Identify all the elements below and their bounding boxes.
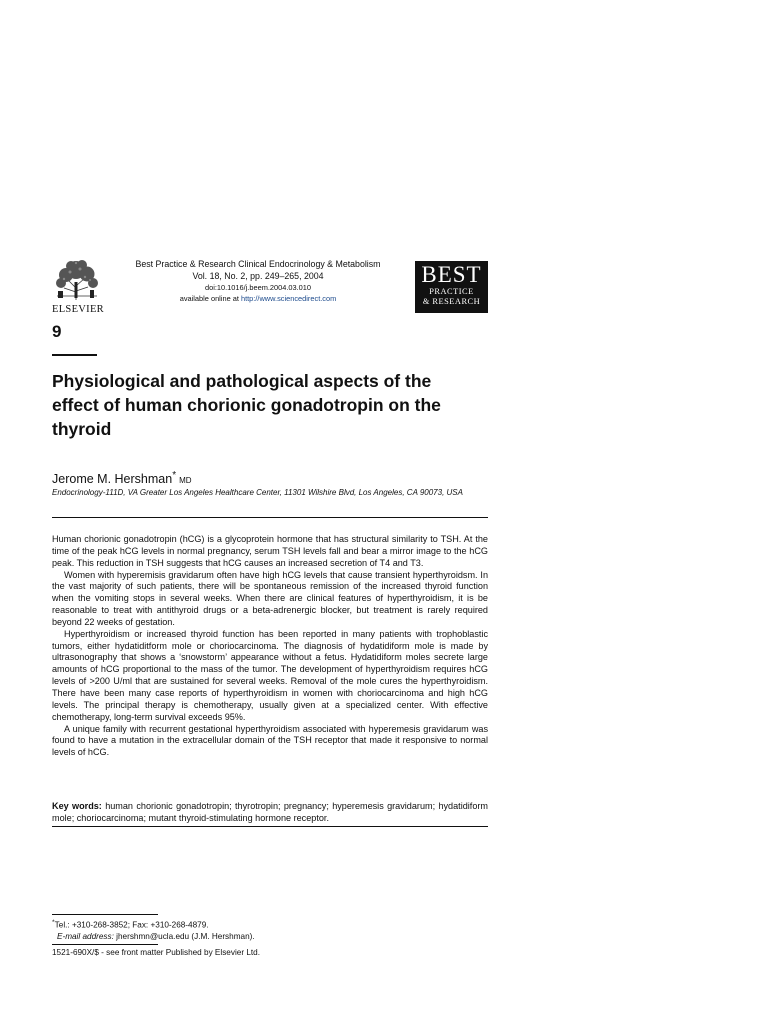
- brand-line-1: BEST: [421, 262, 482, 287]
- email-address[interactable]: jhershmn@ucla.edu (J.M. Hershman).: [116, 931, 255, 941]
- journal-name: Best Practice & Research Clinical Endocrinology & Metabolism: [135, 259, 381, 269]
- keywords: [52, 800, 488, 824]
- publisher-name: ELSEVIER: [52, 304, 104, 315]
- elsevier-tree-icon: [52, 258, 102, 302]
- sciencedirect-link[interactable]: http://www.sciencedirect.com: [240, 294, 337, 303]
- journal-doi: doi:10.1016/j.beem.2004.03.010: [204, 283, 312, 292]
- elsevier-logo: [52, 258, 102, 315]
- keywords-label: Key words:: [52, 801, 102, 811]
- abstract-bottom-rule: [52, 826, 488, 827]
- journal-volume: Vol. 18, No. 2, pp. 249–265, 2004: [192, 271, 324, 281]
- footnote-email-line: [52, 931, 255, 942]
- footnote-mark: *: [52, 919, 55, 926]
- chapter-divider: [52, 354, 97, 356]
- abstract-top-rule: [52, 517, 488, 518]
- chapter-number: 9: [52, 322, 62, 341]
- author-degree: MD: [179, 476, 192, 486]
- author-name: Jerome M. Hershman: [52, 472, 173, 487]
- abstract: [52, 534, 488, 759]
- author-footnote-mark: *: [172, 470, 177, 481]
- best-practice-logo: [415, 261, 488, 313]
- keywords-text: human chorionic gonadotropin; thyrotropin; pregnancy; hyperemesis gravidarum; hydatidiform mole; choriocarcinoma; mutant thyroid-stimulating hormone receptor.: [52, 801, 488, 823]
- author-affiliation: Endocrinology-111D, VA Greater Los Angeles Healthcare Center, 11301 Wilshire Blvd, Los Angeles, CA 90073, USA: [52, 488, 463, 497]
- brand-line-3: & RESEARCH: [422, 297, 481, 306]
- abstract-paragraph: Human chorionic gonadotropin (hCG) is a glycoprotein hormone that has structural similarity to TSH. At the time of the peak hCG levels in normal pregnancy, serum TSH levels fall and bear a mirror image to the hCG peak. This reduction in TSH suggests that hCG causes an increased secretion of T4 and T3.: [52, 534, 488, 568]
- author-line: [52, 470, 192, 486]
- brand-line-2: PRACTICE: [429, 287, 474, 296]
- issn-divider: [52, 944, 158, 945]
- email-label: E-mail address:: [57, 931, 114, 941]
- journal-header: [118, 258, 398, 304]
- footnote: [52, 917, 255, 942]
- footnote-contact: [52, 917, 255, 931]
- article-title: Physiological and pathological aspects of the effect of human chorionic gonadotropin on the thyroid: [52, 371, 441, 439]
- footnote-divider: [52, 914, 158, 915]
- issn-line: 1521-690X/$ - see front matter Published by Elsevier Ltd.: [52, 948, 260, 957]
- abstract-paragraph: Women with hyperemisis gravidarum often have high hCG levels that cause transient hyperthyroidsm. In the vast majority of such patients, there will be spontaneous remission of the increased thyroid function when the vomiting stops in several weeks. When there are clinical features of hyperthyroidism, it is be reasonable to treat with antithyroid drugs or a beta-adrenergic blocker, but treatment is rarely required beyond 22 weeks of gestation.: [52, 569, 488, 627]
- abstract-paragraph: A unique family with recurrent gestational hyperthyroidism associated with hyperemesis gravidarum was found to have a mutation in the extracellular domain of the TSH receptor that made it responsive to normal levels of hCG.: [52, 723, 488, 758]
- footnote-tel: Tel.: +310-268-3852; Fax: +310-268-4879.: [54, 920, 209, 930]
- online-prefix: available online at: [179, 294, 239, 303]
- abstract-paragraph: Hyperthyroidism or increased thyroid function has been reported in many patients with trophoblastic tumors, either hydatiditform mole or choriocarcinoma. The diagnosis of hydatidiform mole is made by ultrasonography that shows a ‘snowstorm’ appearance without a fetus. Hydatidiform moles secrete large amounts of hCG proportional to the mass of the tumor. The development of hyperthyroidism requires hCG levels of >200 U/ml that are sustained for several weeks. Removal of the mole cures the hyperthyroidism. There have been many case reports of hyperthyroidism in women with choriocarcinoma and high hCG levels. The principal therapy is chemotherapy, usually given at a specialized center. With effective chemotherapy, long-term survival exceeds 95%.: [52, 628, 488, 722]
- journal-availability: [118, 293, 398, 304]
